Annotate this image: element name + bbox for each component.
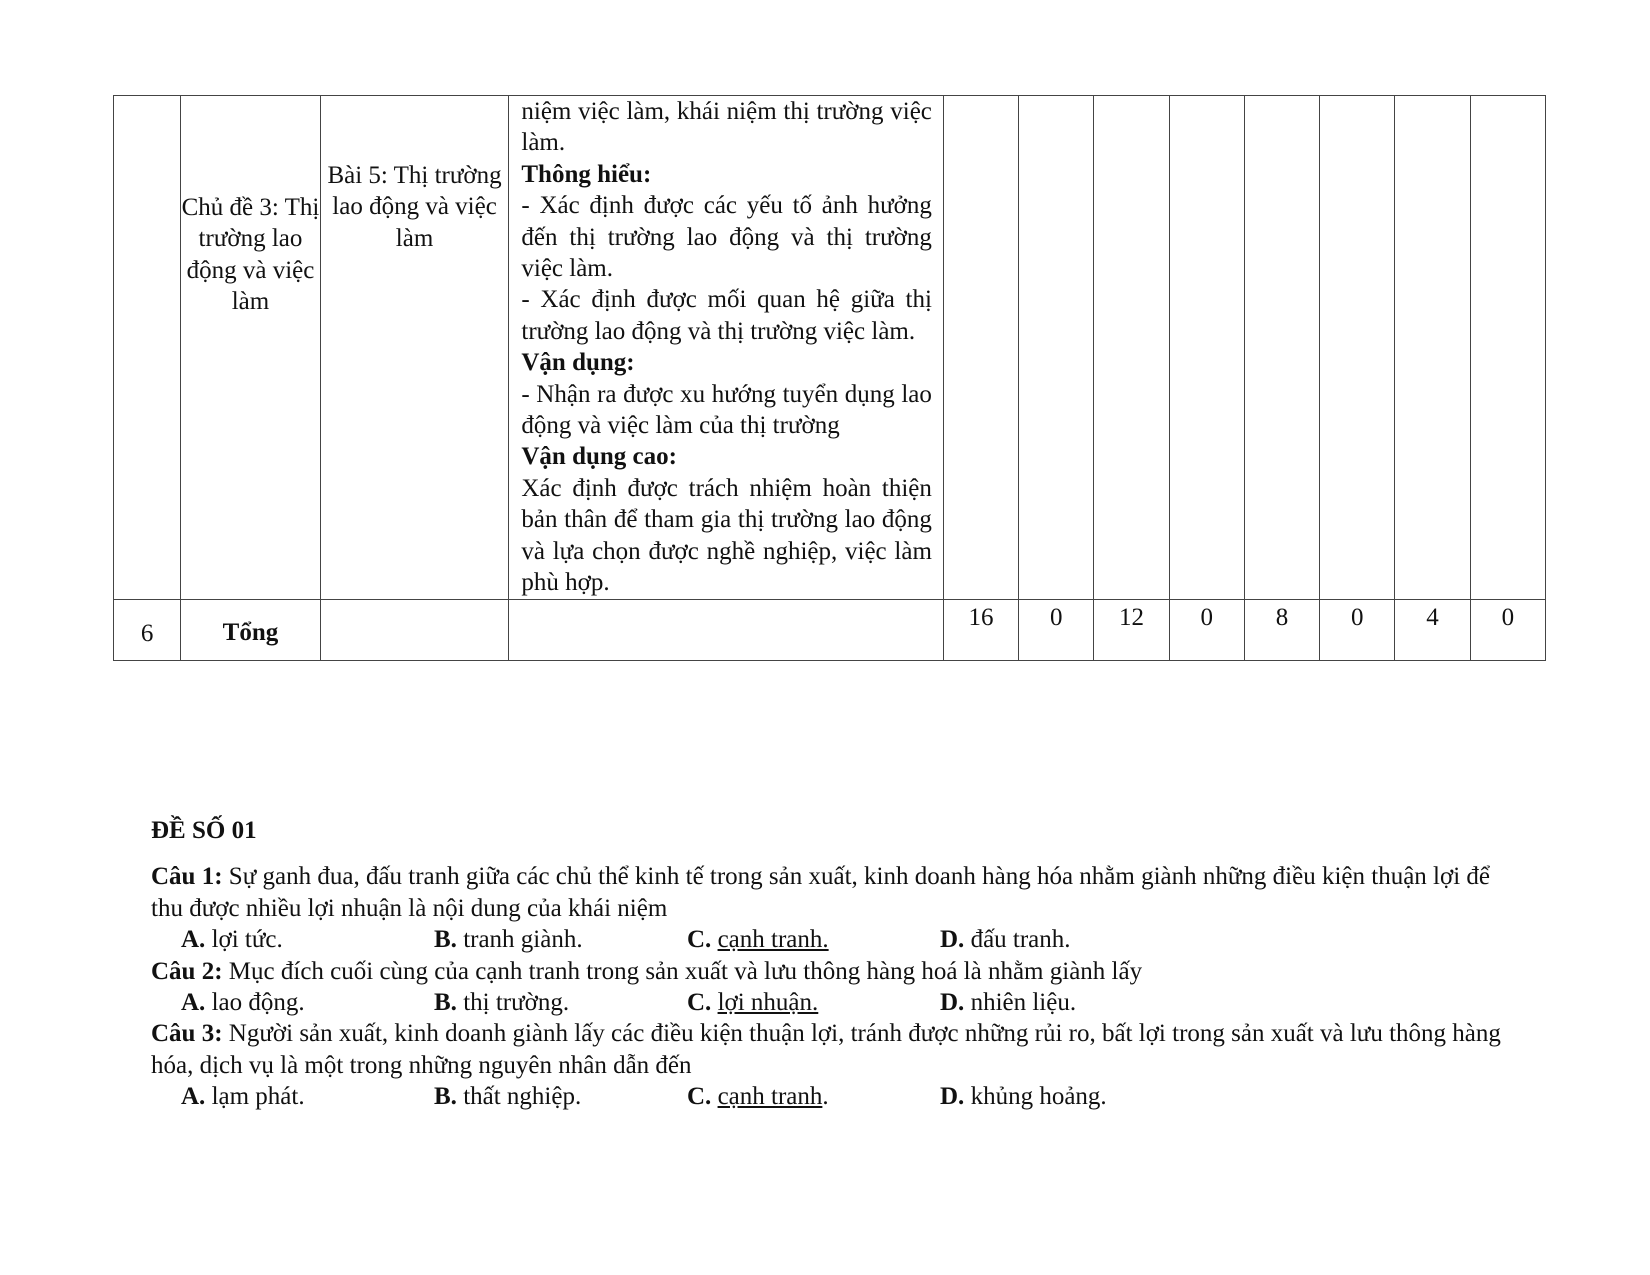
option-d: D. khủng hoảng. xyxy=(940,1083,1107,1111)
total-label: Tổng xyxy=(181,599,320,660)
total-stt: 6 xyxy=(114,599,181,660)
question-text: Người sản xuất, kinh doanh giành lấy các điều kiện thuận lợi, tránh được những rủi ro, bất lợi trong sản xuất và lưu thông hàng hóa, dịch vụ là một trong những nguyên nhân dẫn đến xyxy=(151,1020,1501,1079)
answer-underlined: cạnh tranh xyxy=(717,1083,823,1111)
spec-matrix-table xyxy=(113,95,1546,661)
answer-underlined: cạnh tranh. xyxy=(717,926,829,954)
option-d: D. nhiên liệu. xyxy=(940,989,1077,1017)
option-b: B. thất nghiệp. xyxy=(434,1083,582,1111)
count-cell xyxy=(1470,96,1545,600)
option-b: B. tranh giành. xyxy=(434,926,583,954)
answer-underlined: lợi nhuận. xyxy=(717,989,819,1017)
question-3 xyxy=(151,1018,1511,1081)
total-value: 0 xyxy=(1320,599,1395,660)
desc-text: Xác định được trách nhiệm hoàn thiện bản thân để tham gia thị trường lao động và lựa chọn được nghề nghiệp, việc làm phù hợp. xyxy=(521,474,932,597)
question-label: Câu 1: xyxy=(151,863,223,891)
advanced-application-label: Vận dụng cao: xyxy=(521,443,677,471)
total-value: 16 xyxy=(943,599,1018,660)
options-row xyxy=(151,1081,1511,1112)
count-cell xyxy=(1395,96,1470,600)
question-2 xyxy=(151,956,1511,987)
table-row xyxy=(114,96,1546,600)
exam-section xyxy=(151,815,1511,1113)
application-label: Vận dụng: xyxy=(521,349,635,377)
desc-text: - Nhận ra được xu hướng tuyển dụng lao động và việc làm của thị trường xyxy=(521,380,932,440)
question-text: Mục đích cuối cùng của cạnh tranh trong sản xuất và lưu thông hàng hoá là nhằm giành lấy xyxy=(222,957,1143,985)
total-row xyxy=(114,599,1546,660)
comprehension-label: Thông hiểu: xyxy=(521,160,652,188)
count-cell xyxy=(1169,96,1244,600)
count-cell xyxy=(1320,96,1395,600)
count-cell xyxy=(1094,96,1169,600)
options-row xyxy=(151,987,1511,1018)
count-cell xyxy=(943,96,1018,600)
empty-cell xyxy=(320,599,509,660)
option-c: C. cạnh tranh. xyxy=(687,926,829,954)
option-a: A. lạm phát. xyxy=(181,1083,305,1111)
exam-title: ĐỀ SỐ 01 xyxy=(151,817,257,844)
option-c: C. lợi nhuận. xyxy=(687,989,819,1017)
desc-intro: niệm việc làm, khái niệm thị trường việc làm. xyxy=(521,98,932,157)
total-value: 0 xyxy=(1169,599,1244,660)
option-b: B. thị trường. xyxy=(434,989,570,1017)
count-cell xyxy=(1244,96,1319,600)
question-1 xyxy=(151,861,1511,924)
option-c: C. cạnh tranh. xyxy=(687,1083,829,1111)
option-a: A. lao động. xyxy=(181,989,305,1017)
total-value: 0 xyxy=(1019,599,1094,660)
description-cell xyxy=(509,96,944,600)
options-row xyxy=(151,924,1511,955)
option-a: A. lợi tức. xyxy=(181,926,283,954)
stt-cell xyxy=(114,96,181,600)
desc-text: - Xác định được các yếu tố ảnh hưởng đến thị trường lao động và thị trường việc làm. xyxy=(521,192,932,283)
question-label: Câu 3: xyxy=(151,1020,223,1048)
total-value: 4 xyxy=(1395,599,1470,660)
option-d: D. đấu tranh. xyxy=(940,926,1071,954)
question-text: Sự ganh đua, đấu tranh giữa các chủ thể kinh tế trong sản xuất, kinh doanh hàng hóa nhằm giành những điều kiện thuận lợi để thu được nhiều lợi nhuận là nội dung của khái niệm xyxy=(151,863,1491,922)
count-cell xyxy=(1019,96,1094,600)
topic-cell: Chủ đề 3: Thị trường lao động và việc làm xyxy=(181,96,320,600)
total-value: 12 xyxy=(1094,599,1169,660)
desc-text: - Xác định được mối quan hệ giữa thị trường lao động và thị trường việc làm. xyxy=(521,286,932,345)
lesson-cell: Bài 5: Thị trường lao động và việc làm xyxy=(320,96,509,600)
question-label: Câu 2: xyxy=(151,957,223,985)
total-value: 8 xyxy=(1244,599,1319,660)
total-value: 0 xyxy=(1470,599,1545,660)
empty-cell xyxy=(509,599,944,660)
